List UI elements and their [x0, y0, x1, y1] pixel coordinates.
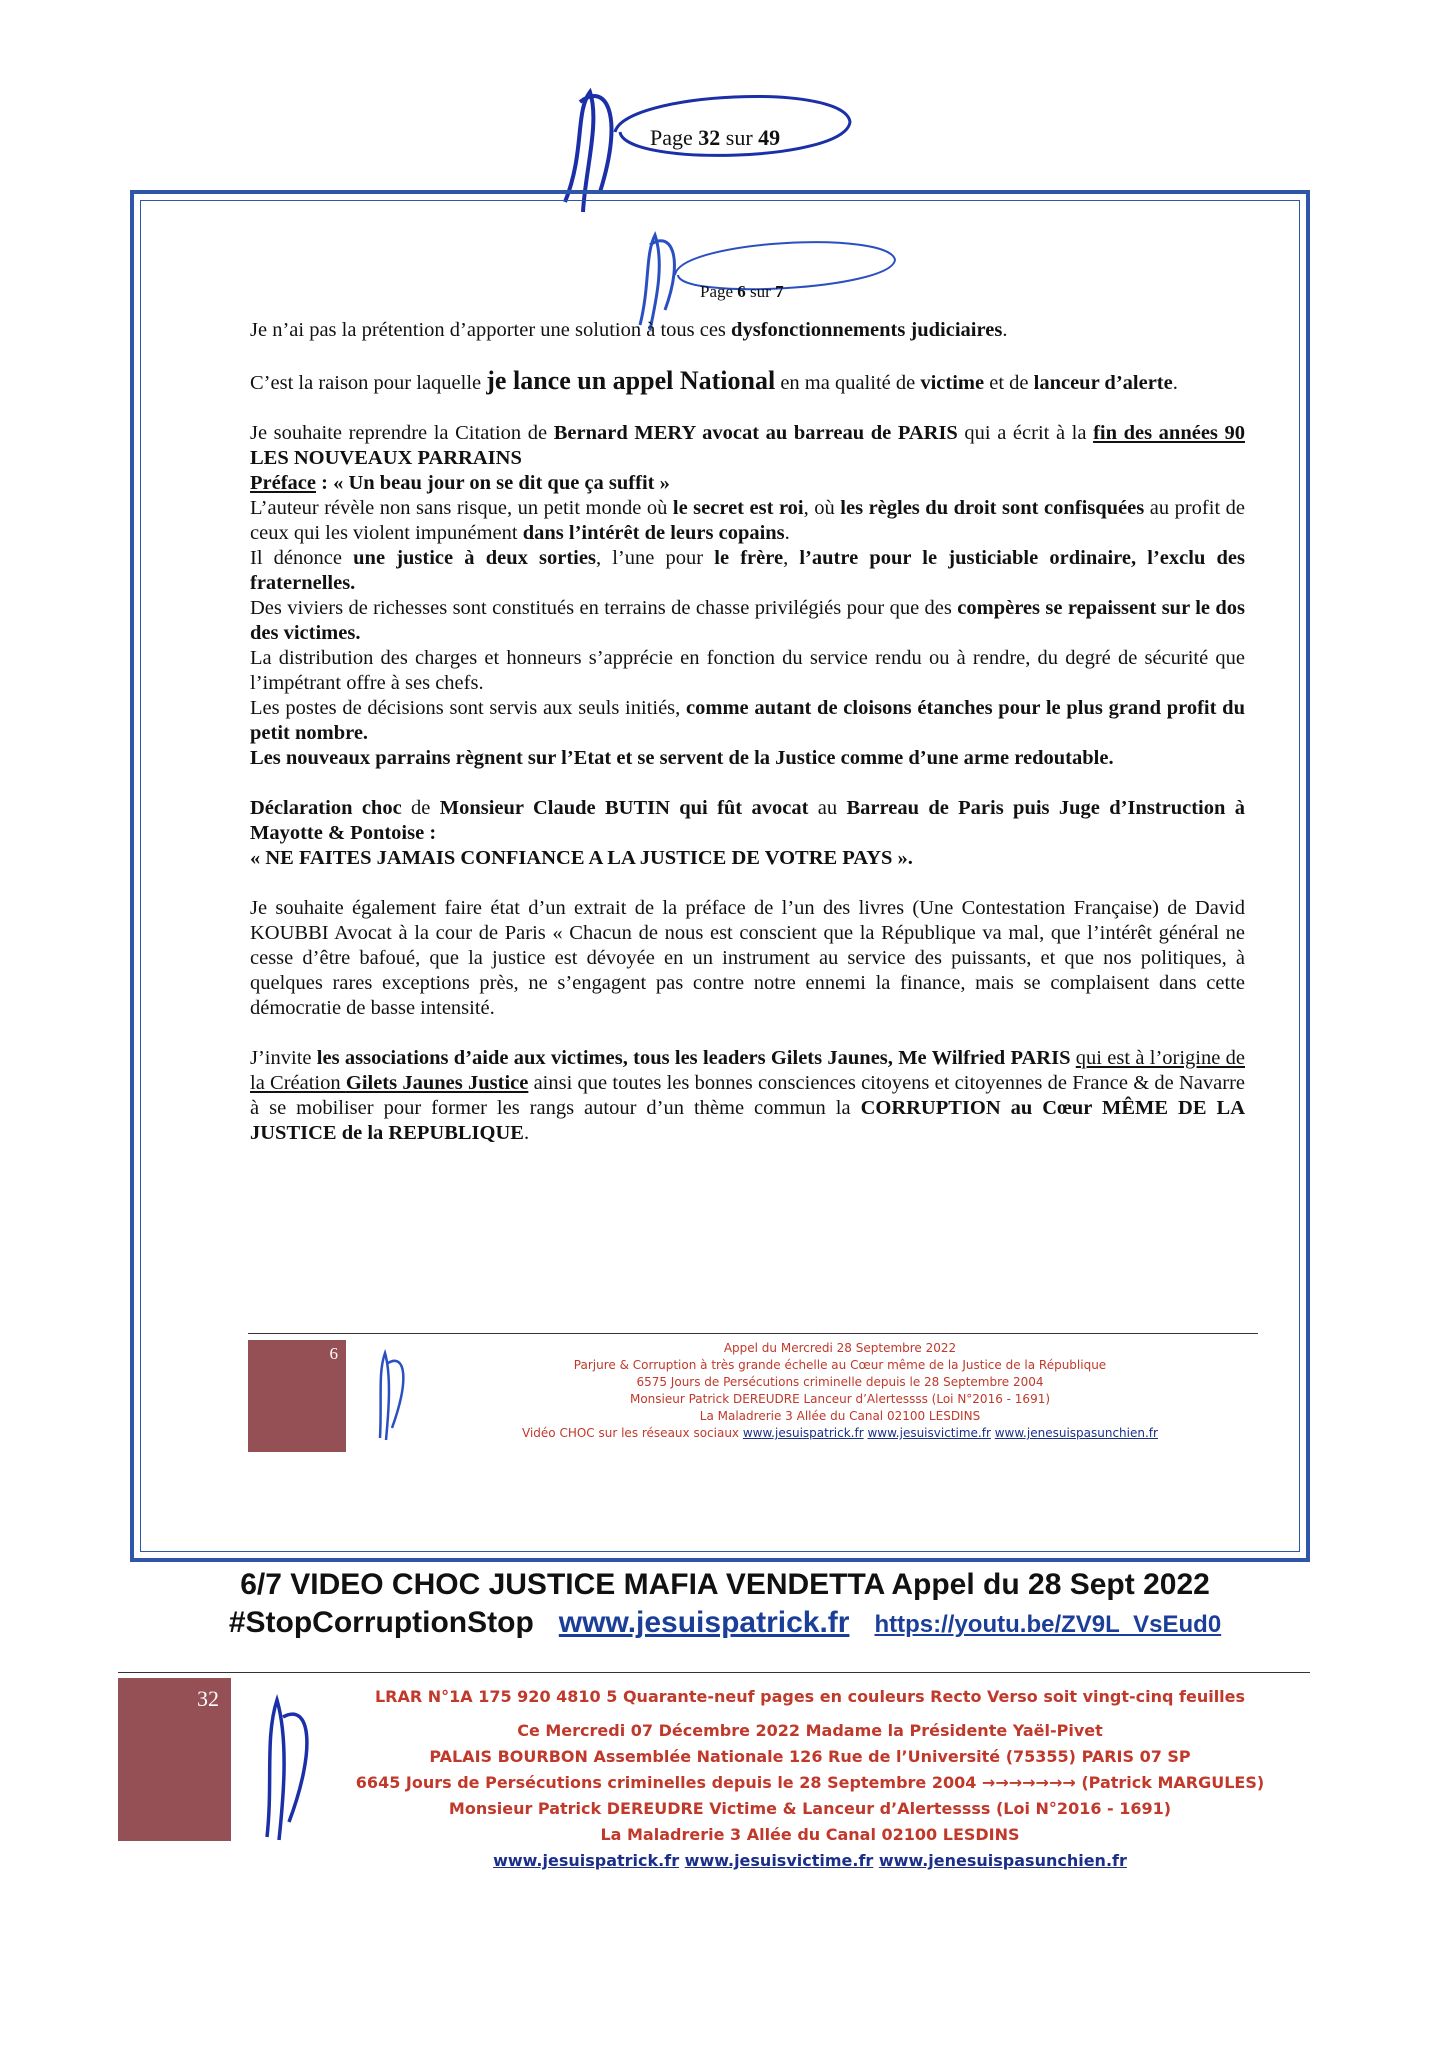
paragraph-koubbi: Je souhaite également faire état d’un extrait de la préface de l’un des livres (Une Contestation Française) de David KOUBBI Avocat à la cour de Paris « Chacun de nous est conscient que la République va mal, que l’intérêt général ne cesse d’être bafoué, que la justice est dévoyée en un instrument au service des puissants, et que nos politiques, à quelques rares exceptions près, ne s’engagent pas contre notre ennemi la finance, mais se complaisent dans cette démocratie de basse intensité.	[250, 897, 1245, 1019]
inner-page-number-block: 6	[248, 1340, 346, 1452]
outer-link-jesuispatrick[interactable]: www.jesuispatrick.fr	[493, 1851, 680, 1870]
caption-site-link[interactable]: www.jesuispatrick.fr	[558, 1606, 850, 1639]
caption-video-link[interactable]: https://youtu.be/ZV9L_VsEud0	[874, 1611, 1222, 1638]
paragraph-quote: « NE FAITES JAMAIS CONFIANCE A LA JUSTICE DE VOTRE PAYS ».	[250, 847, 913, 869]
outer-page-label: Page 32 sur 49	[650, 125, 781, 150]
paragraph-declaration: Déclaration choc de Monsieur Claude BUTIN qui fût avocat au Barreau de Paris puis Juge d’Instruction à Mayotte & Pontoise :	[250, 797, 1245, 844]
inner-footer-rule	[248, 1333, 1258, 1334]
outer-link-jesuisvictime[interactable]: www.jesuisvictime.fr	[684, 1851, 874, 1870]
paragraph-author: L’auteur révèle non sans risque, un petit monde où le secret est roi, où les règles du droit sont confisquées au profit de ceux qui les violent impunément dans l’intérêt de leurs copains.	[250, 497, 1246, 544]
outer-page-number-block: 32	[118, 1678, 231, 1841]
caption-hashtag: #StopCorruptionStop	[228, 1606, 534, 1639]
inner-link-jenesuispasunchien[interactable]: www.jenesuispasunchien.fr	[994, 1426, 1158, 1440]
letter-body	[250, 318, 1245, 1146]
outer-footer-text: LRAR N°1A 175 920 4810 5 Quarante-neuf pages en couleurs Recto Verso soit vingt-cinq feuilles Ce Mercredi 07 Décembre 2022 Madame la Présidente Yaël-Pivet PALAIS BOURBON Assemblée Nationale 126 Rue de l’Université (75355) PARIS 07 SP 6645 Jours de Persécutions criminelles depuis le 28 Septembre 2004 →→→→→→→ (Patrick MARGULES) Monsieur Patrick DEREUDRE Victime & Lanceur d’Alertessss (Loi N°2016 - 1691) La Maladrerie 3 Allée du Canal 02100 LESDINS www.jesuispatrick.fr www.jesuisvictime.fr www.jenesuispasunchien.fr	[355, 1687, 1265, 1870]
outer-footer-signature-icon	[255, 1692, 330, 1842]
inner-footer-signature-icon	[370, 1348, 420, 1443]
video-caption	[140, 1566, 1310, 1644]
paragraph-postes: Les postes de décisions sont servis aux seuls initiés, comme autant de cloisons étanches pour le plus grand profit du petit nombre.	[250, 697, 1245, 744]
paragraph-denonce: Il dénonce une justice à deux sorties, l’une pour le frère, l’autre pour le justiciable ordinaire, l’exclu des fraternelles.	[250, 547, 1245, 594]
inner-footer-text: Appel du Mercredi 28 Septembre 2022 Parjure & Corruption à très grande échelle au Cœur même de la Justice de la République 6575 Jours de Persécutions criminelle depuis le 28 Septembre 2004 Monsieur Patrick DEREUDRE Lanceur d’Alertessss (Loi N°2016 - 1691) La Maladrerie 3 Allée du Canal 02100 LESDINS Vidéo CHOC sur les réseaux sociaux www.jesuispatrick.fr www.jesuisvictime.fr www.jenesuispasunchien.fr	[522, 1341, 1158, 1440]
paragraph-parrains: Les nouveaux parrains règnent sur l’Etat et se servent de la Justice comme d’une arme redoutable.	[250, 747, 1114, 769]
paragraph-citation: Je souhaite reprendre la Citation de Bernard MERY avocat au barreau de PARIS qui a écrit à la fin des années 90 LES NOUVEAUX PARRAINS Préface : « Un beau jour on se dit que ça suffit »	[250, 422, 1245, 494]
paragraph-intro: Je n’ai pas la prétention d’apporter une solution à tous ces dysfonctionnements judiciaires.	[250, 319, 1008, 341]
paragraph-appeal: C’est la raison pour laquelle je lance un appel National en ma qualité de victime et de lanceur d’alerte.	[250, 366, 1178, 395]
paragraph-viviers: Des viviers de richesses sont constitués en terrains de chasse privilégiés pour que des compères se repaissent sur le dos des victimes.	[250, 597, 1245, 644]
paragraph-invite: J’invite les associations d’aide aux victimes, tous les leaders Gilets Jaunes, Me Wilfried PARIS qui est à l’origine de la Création Gilets Jaunes Justice ainsi que toutes les bonnes consciences citoyens et citoyennes de France & de Navarre à se mobiliser pour former les rangs autour d’un thème commun la CORRUPTION au Cœur MÊME DE LA JUSTICE de la REPUBLIQUE.	[250, 1047, 1245, 1144]
outer-footer-rule	[118, 1672, 1310, 1673]
caption-title: 6/7 VIDEO CHOC JUSTICE MAFIA VENDETTA Appel du 28 Sept 2022	[240, 1568, 1210, 1601]
outer-link-jenesuispasunchien[interactable]: www.jenesuispasunchien.fr	[878, 1851, 1127, 1870]
inner-page-label: Page 6 sur 7	[700, 282, 784, 301]
paragraph-distribution: La distribution des charges et honneurs s’apprécie en fonction du service rendu ou à rendre, du degré de sécurité que l’impétrant offre à ses chefs.	[250, 647, 1245, 694]
inner-link-jesuispatrick[interactable]: www.jesuispatrick.fr	[742, 1426, 864, 1440]
inner-link-jesuisvictime[interactable]: www.jesuisvictime.fr	[867, 1426, 991, 1440]
